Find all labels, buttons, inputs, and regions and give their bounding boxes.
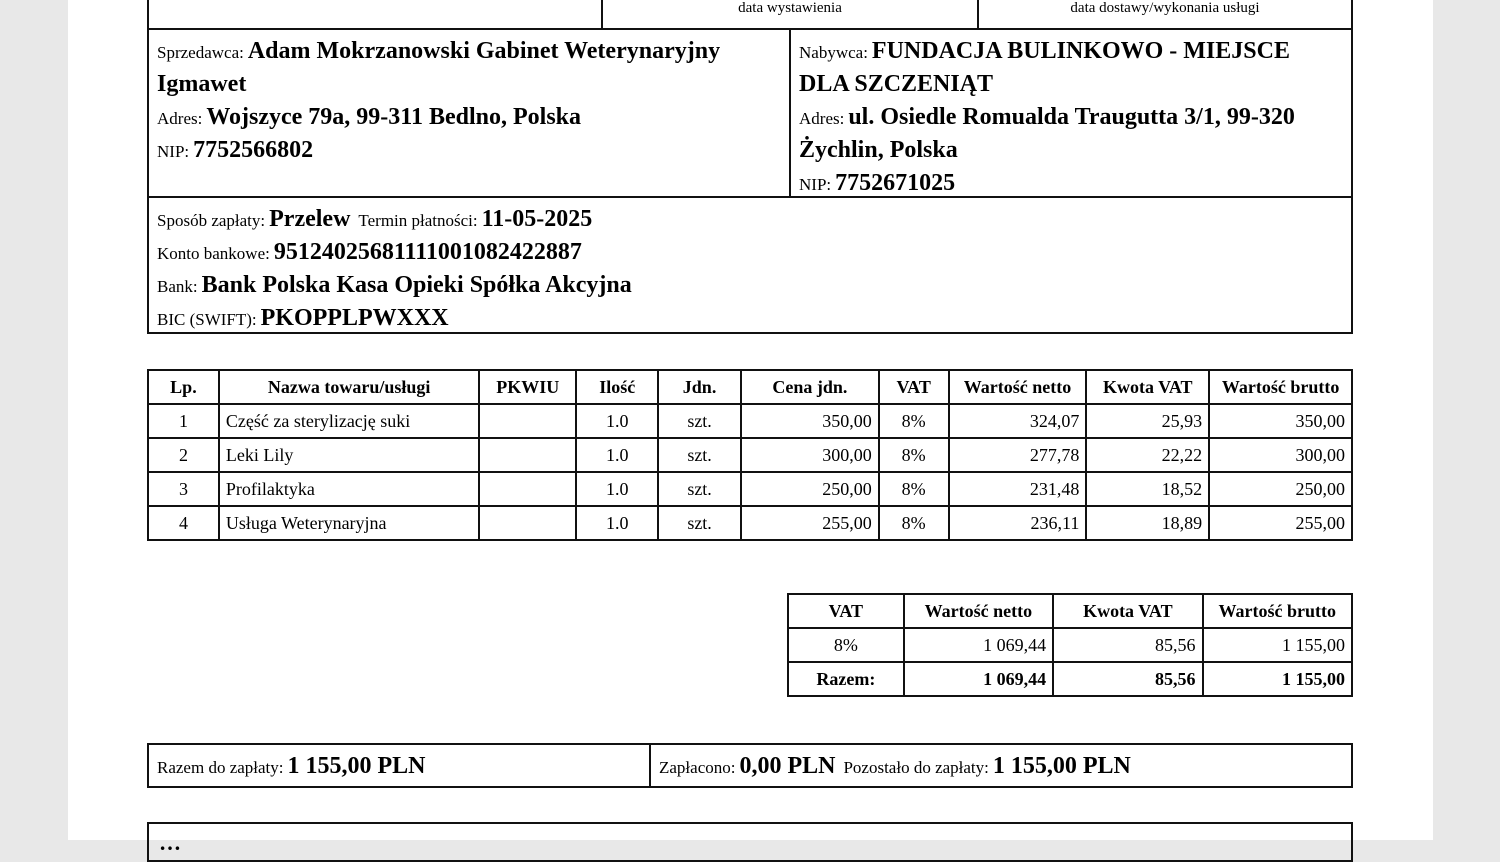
cell-price: 350,00 xyxy=(741,404,879,438)
summary-total-row xyxy=(788,662,1352,696)
col-header: Kwota VAT xyxy=(1053,594,1202,628)
cell-vat-amount: 22,22 xyxy=(1086,438,1209,472)
cell-gross: 250,00 xyxy=(1209,472,1352,506)
payment-due-label: Termin płatności: xyxy=(358,211,478,230)
cell-lp: 2 xyxy=(148,438,219,472)
total-due-label: Razem do zapłaty: xyxy=(157,758,284,777)
col-header: Lp. xyxy=(148,370,219,404)
col-header: Jdn. xyxy=(658,370,741,404)
paid-value: 0,00 PLN xyxy=(739,753,836,779)
cell-lp: 4 xyxy=(148,506,219,540)
cell-net: 236,11 xyxy=(949,506,1087,540)
table-row xyxy=(148,506,1352,540)
buyer-nip: 7752671025 xyxy=(835,170,956,196)
buyer-name: FUNDACJA BULINKOWO - MIEJSCE DLA SZCZENIĄT xyxy=(799,38,1290,97)
delivery-date-label: data dostawy/wykonania usługi xyxy=(1070,0,1260,16)
cell-vat-amount: 18,89 xyxy=(1086,506,1209,540)
amount-in-words: … xyxy=(147,822,1353,862)
cell-lp: 3 xyxy=(148,472,219,506)
summary-header-row xyxy=(788,594,1352,628)
cell-gross: 350,00 xyxy=(1209,404,1352,438)
table-row xyxy=(148,404,1352,438)
cell-vat-amount: 25,93 xyxy=(1086,404,1209,438)
summary-total-label: Razem: xyxy=(788,662,904,696)
cell-price: 255,00 xyxy=(741,506,879,540)
bank-account-label: Konto bankowe: xyxy=(157,244,270,263)
cell-name: Usługa Weterynaryjna xyxy=(219,506,479,540)
table-row xyxy=(148,472,1352,506)
cell-qty: 1.0 xyxy=(576,404,658,438)
cell-price: 300,00 xyxy=(741,438,879,472)
buyer-address-label: Adres: xyxy=(799,109,845,128)
parties-section xyxy=(147,30,1353,198)
place-cell xyxy=(149,0,603,28)
col-header: VAT xyxy=(879,370,949,404)
seller-nip: 7752566802 xyxy=(193,137,314,163)
col-header: Wartość brutto xyxy=(1203,594,1352,628)
buyer-label: Nabywca: xyxy=(799,43,868,62)
cell-qty: 1.0 xyxy=(576,506,658,540)
col-header: Wartość netto xyxy=(904,594,1053,628)
cell-name: Leki Lily xyxy=(219,438,479,472)
col-header: Wartość brutto xyxy=(1209,370,1352,404)
col-header: PKWIU xyxy=(479,370,576,404)
payment-method: Przelew xyxy=(269,206,351,232)
total-due-block xyxy=(149,745,651,786)
summary-vat-rate: 8% xyxy=(788,628,904,662)
paid-block xyxy=(651,745,1351,786)
paid-label: Zapłacono: xyxy=(659,758,736,777)
vat-summary-table xyxy=(787,593,1353,697)
bank-name-label: Bank: xyxy=(157,277,198,296)
cell-pkwiu xyxy=(479,438,576,472)
col-header: Ilość xyxy=(576,370,658,404)
summary-total-vat: 85,56 xyxy=(1053,662,1202,696)
cell-gross: 300,00 xyxy=(1209,438,1352,472)
buyer-nip-label: NIP: xyxy=(799,175,832,194)
items-table xyxy=(147,369,1353,541)
dates-header xyxy=(147,0,1353,30)
seller-nip-label: NIP: xyxy=(157,142,190,161)
summary-total-gross: 1 155,00 xyxy=(1203,662,1352,696)
summary-net: 1 069,44 xyxy=(904,628,1053,662)
cell-name: Część za sterylizację suki xyxy=(219,404,479,438)
cell-net: 231,48 xyxy=(949,472,1087,506)
cell-vat: 8% xyxy=(879,438,949,472)
col-header: Cena jdn. xyxy=(741,370,879,404)
cell-unit: szt. xyxy=(658,404,741,438)
col-header: Wartość netto xyxy=(949,370,1087,404)
cell-price: 250,00 xyxy=(741,472,879,506)
summary-vat-amount: 85,56 xyxy=(1053,628,1202,662)
buyer-block xyxy=(791,30,1351,196)
cell-lp: 1 xyxy=(148,404,219,438)
cell-vat: 8% xyxy=(879,404,949,438)
seller-label: Sprzedawca: xyxy=(157,43,244,62)
bank-name: Bank Polska Kasa Opieki Spółka Akcyjna xyxy=(201,272,632,298)
cell-name: Profilaktyka xyxy=(219,472,479,506)
cell-pkwiu xyxy=(479,472,576,506)
seller-name: Adam Mokrzanowski Gabinet Weterynaryjny Igmawet xyxy=(157,38,721,97)
buyer-address: ul. Osiedle Romualda Traugutta 3/1, 99-320 Żychlin, Polska xyxy=(799,104,1295,163)
summary-gross: 1 155,00 xyxy=(1203,628,1352,662)
remaining-value: 1 155,00 PLN xyxy=(992,753,1131,779)
items-header-row xyxy=(148,370,1352,404)
cell-vat: 8% xyxy=(879,472,949,506)
cell-unit: szt. xyxy=(658,438,741,472)
remaining-label: Pozostało do zapłaty: xyxy=(843,758,989,777)
cell-vat: 8% xyxy=(879,506,949,540)
col-header: Nazwa towaru/usługi xyxy=(219,370,479,404)
cell-vat-amount: 18,52 xyxy=(1086,472,1209,506)
totals-section xyxy=(147,743,1353,788)
cell-qty: 1.0 xyxy=(576,438,658,472)
col-header: VAT xyxy=(788,594,904,628)
bic-label: BIC (SWIFT): xyxy=(157,310,257,329)
bic-code: PKOPPLPWXXX xyxy=(260,305,449,331)
issue-date-label: data wystawienia xyxy=(603,0,979,28)
total-due-value: 1 155,00 PLN xyxy=(287,753,426,779)
cell-pkwiu xyxy=(479,404,576,438)
seller-address-label: Adres: xyxy=(157,109,203,128)
cell-qty: 1.0 xyxy=(576,472,658,506)
col-header: Kwota VAT xyxy=(1086,370,1209,404)
payment-section xyxy=(147,196,1353,334)
payment-due: 11-05-2025 xyxy=(481,206,593,232)
summary-total-net: 1 069,44 xyxy=(904,662,1053,696)
cell-unit: szt. xyxy=(658,506,741,540)
cell-net: 324,07 xyxy=(949,404,1087,438)
table-row xyxy=(788,628,1352,662)
table-row xyxy=(148,438,1352,472)
cell-gross: 255,00 xyxy=(1209,506,1352,540)
seller-address: Wojszyce 79a, 99-311 Bedlno, Polska xyxy=(206,104,581,130)
payment-method-label: Sposób zapłaty: xyxy=(157,211,266,230)
bank-account: 95124025681111001082422887 xyxy=(273,239,582,265)
seller-block xyxy=(149,30,791,196)
cell-unit: szt. xyxy=(658,472,741,506)
cell-net: 277,78 xyxy=(949,438,1087,472)
cell-pkwiu xyxy=(479,506,576,540)
